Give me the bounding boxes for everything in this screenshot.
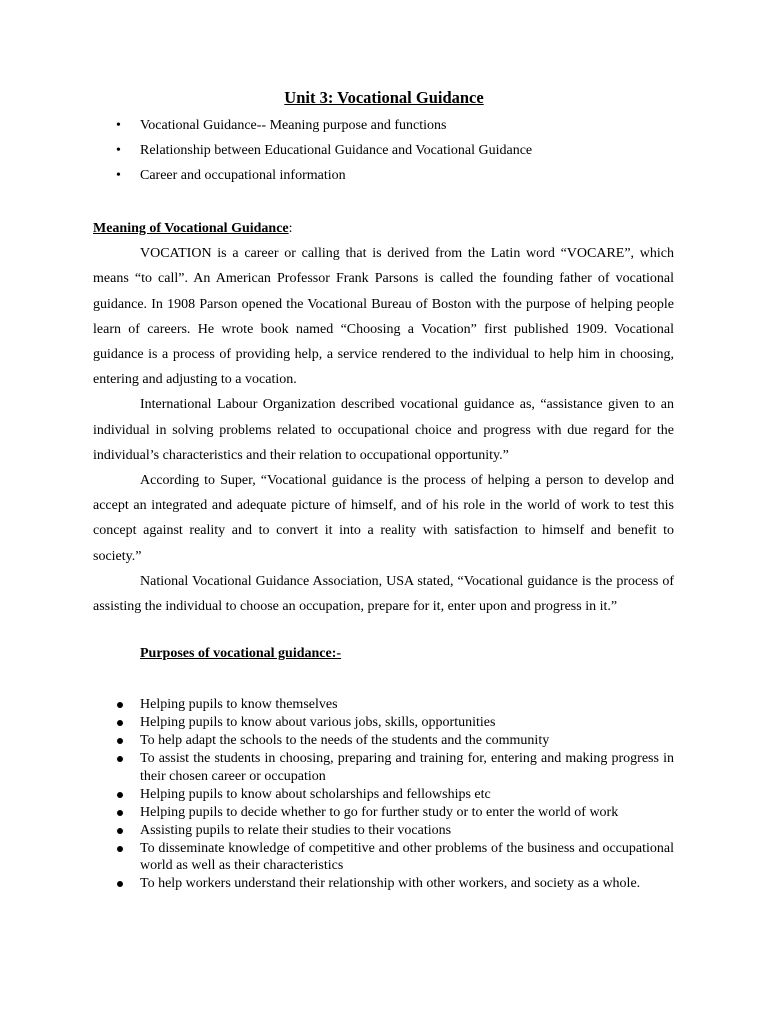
- outline-item: • Career and occupational information: [116, 166, 532, 191]
- purpose-item: To help workers understand their relationship with other workers, and society as a whole.: [116, 875, 674, 893]
- outline-item: • Relationship between Educational Guidance and Vocational Guidance: [116, 141, 532, 166]
- unit-outline-list: [116, 116, 532, 191]
- purpose-item: Helping pupils to know about scholarships and fellowships etc: [116, 786, 674, 804]
- purpose-item: Helping pupils to decide whether to go for further study or to enter the world of work: [116, 804, 674, 822]
- meaning-paragraph: International Labour Organization described vocational guidance as, “assistance given to an individual in solving problems related to occupational choice and progress with due regard for the individual’s characteristics and their relation to occupational opportunity.”: [93, 397, 674, 463]
- meaning-heading-line: [93, 216, 674, 241]
- purpose-item: To assist the students in choosing, preparing and training for, entering and making progress in their chosen career or occupation: [116, 750, 674, 785]
- outline-item: • Vocational Guidance-- Meaning purpose and functions: [116, 116, 532, 141]
- meaning-section: [93, 216, 674, 619]
- purpose-item: To disseminate knowledge of competitive and other problems of the business and occupational world as well as their characteristics: [116, 840, 674, 875]
- meaning-paragraph: National Vocational Guidance Association, USA stated, “Vocational guidance is the process of assisting the individual to choose an occupation, prepare for it, enter upon and progress in it.”: [93, 573, 674, 615]
- purpose-item: Helping pupils to know about various jobs, skills, opportunities: [116, 714, 674, 732]
- purpose-item: Assisting pupils to relate their studies to their vocations: [116, 822, 674, 840]
- meaning-paragraph: VOCATION is a career or calling that is derived from the Latin word “VOCARE”, which means “to call”. An American Professor Frank Parsons is called the founding father of vocational guidance. In 1908 Parson opened the Vocational Bureau of Boston with the purpose of helping people learn of careers. He wrote book named “Choosing a Vocation” first published 1909. Vocational guidance is a process of providing help, a service rendered to the individual to help him in choosing, entering and adjusting to a vocation.: [93, 246, 674, 388]
- purpose-item: To help adapt the schools to the needs of the students and the community: [116, 732, 674, 750]
- purposes-list: [116, 696, 674, 893]
- meaning-heading-colon: :: [288, 221, 293, 236]
- page-title: Unit 3: Vocational Guidance: [284, 88, 484, 107]
- purposes-heading: Purposes of vocational guidance:-: [140, 646, 342, 661]
- meaning-paragraph: According to Super, “Vocational guidance is the process of helping a person to develop and accept an integrated and adequate picture of himself, and of his role in the world of work to test this concept against reality and to convert it into a reality with satisfaction to himself and benefit to society.”: [93, 473, 674, 564]
- meaning-heading: Meaning of Vocational Guidance: [93, 221, 289, 236]
- purpose-item: Helping pupils to know themselves: [116, 696, 674, 714]
